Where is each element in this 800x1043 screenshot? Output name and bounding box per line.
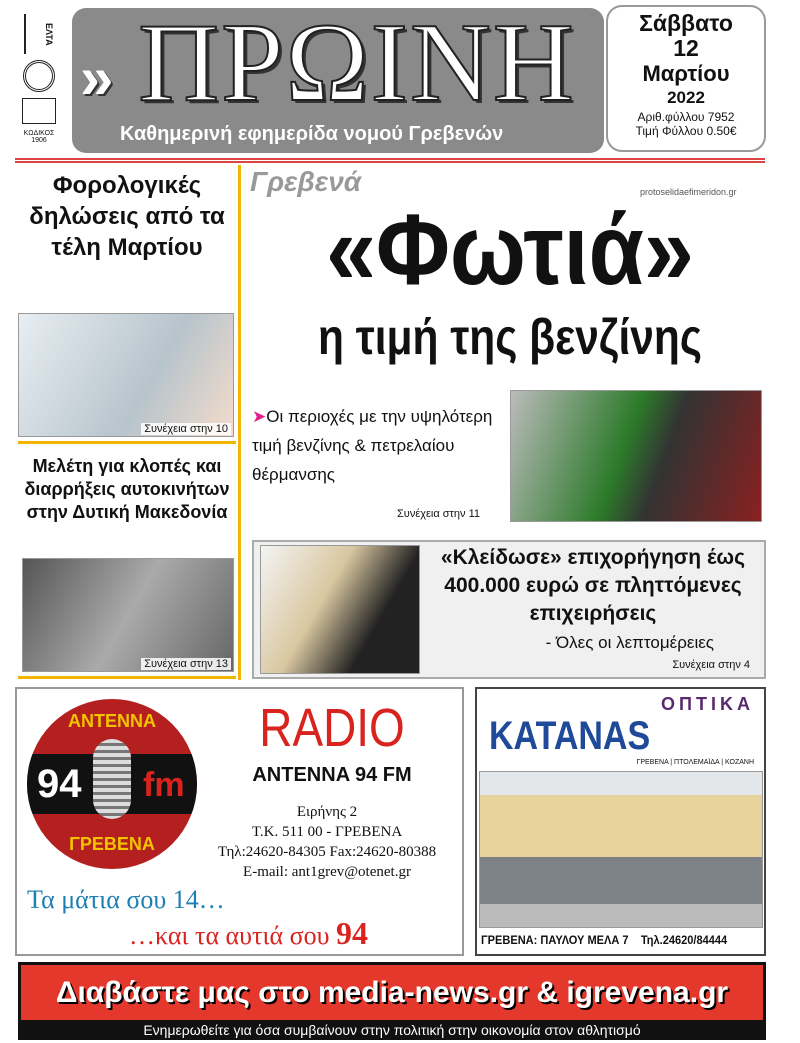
story2-continued[interactable]: Συνέχεια στην 13 — [141, 658, 231, 670]
banner-text[interactable]: Διαβάστε μας στο media-news.gr & igrevena.gr — [21, 965, 763, 1020]
date-box — [606, 5, 766, 152]
optics-address: ΓΡΕΒΕΝΑ: ΠΑΥΛΟΥ ΜΕΛΑ 7 Τηλ.24620/84444 — [481, 933, 728, 947]
main-bullet — [252, 402, 504, 489]
tax-photo — [18, 313, 234, 437]
code-label: ΚΩΔΙΚΟΣ — [23, 130, 55, 137]
address: Ειρήνης 2 — [296, 804, 358, 820]
radio-name: ANTENNA 94 FM — [252, 764, 412, 786]
story2-headline[interactable]: Μελέτη για κλοπές και διαρρήξεις αυτοκινήτων στην Δυτική Μακεδονία — [24, 456, 230, 522]
bottom-banner[interactable] — [18, 962, 766, 1040]
elta-logo-icon: ΕΛΤΑ — [24, 14, 54, 54]
story3-box — [252, 540, 766, 679]
logo-fm: fm — [143, 766, 185, 804]
logo-top-text: ΑΝΤΕΝΝΑ — [68, 711, 156, 731]
arrow-icon: » — [80, 44, 114, 111]
car-theft-photo — [22, 558, 234, 672]
column-divider — [238, 165, 241, 680]
shop-photo — [479, 771, 763, 928]
watermark: protoselidaefimeridon.gr — [640, 187, 737, 197]
main-continued[interactable]: Συνέχεια στην 11 — [397, 508, 480, 520]
arrow-bullet-icon: ➤ — [252, 407, 267, 426]
issue-number: Αριθ.φύλλου 7952 — [637, 110, 735, 124]
optics-ad[interactable] — [475, 687, 766, 956]
story3-continued[interactable]: Συνέχεια στην 4 — [672, 659, 750, 671]
logo-bottom-text: ΓΡΕΒΕΝΑ — [69, 834, 155, 854]
fuel-pump-photo — [510, 390, 762, 522]
bullet-text: Οι περιοχές με την υψηλότερη τιμή βενζίνης & πετρελαίου θέρμανσης — [252, 407, 493, 484]
main-subheadline[interactable]: η τιμή της βενζίνης — [318, 309, 702, 365]
main-headline[interactable]: «Φωτιά» — [325, 194, 694, 306]
price: Τιμή Φύλλου 0.50€ — [635, 124, 737, 138]
story3-headline[interactable]: «Κλείδωσε» επιχορήγηση έως 400.000 ευρώ σε πληττόμενες επιχειρήσεις — [440, 546, 746, 625]
banner-strip: Ενημερωθείτε για όσα συμβαίνουν στην πολιτική στην οικονομία στον αθλητισμό — [143, 1022, 641, 1038]
slogan-2-text: …και τα αυτιά σου — [129, 921, 337, 950]
radio-ad[interactable] — [15, 687, 464, 956]
story1-continued[interactable]: Συνέχεια στην 10 — [141, 423, 231, 435]
logo-number: 94 — [37, 762, 82, 806]
money-photo — [260, 545, 420, 674]
phone: Τηλ:24620-84305 Fax:24620-80388 — [217, 844, 437, 860]
kicker: Γρεβενά — [250, 166, 362, 197]
email[interactable]: E-mail: ant1grev@otenet.gr — [243, 864, 411, 880]
month: Μαρτίου — [642, 61, 730, 86]
optics-brand-top: ΟΠΤΙΚΑ — [661, 694, 754, 714]
postal-badges — [14, 14, 64, 144]
optics-brand: KATANAS — [489, 714, 651, 758]
newspaper-title: ΠΡΩΙΝΗ — [138, 1, 576, 125]
year: 2022 — [667, 88, 705, 107]
divider — [18, 441, 236, 444]
slogan-1: Τα μάτια σου 14… — [27, 885, 225, 914]
code-value: 1906 — [31, 137, 47, 144]
postal: Τ.Κ. 511 00 - ΓΡΕΒΕΝΑ — [251, 824, 403, 840]
newspaper-subtitle: Καθημερινή εφημερίδα νομού Γρεβενών — [120, 123, 504, 145]
masthead — [72, 1, 604, 153]
divider — [18, 676, 236, 679]
microphone-icon — [93, 739, 131, 819]
radio-contact — [187, 802, 467, 882]
story1-headline[interactable]: Φορολογικές δηλώσεις από τα τέλη Μαρτίου — [29, 172, 225, 261]
optics-cities: ΓΡΕΒΕΝΑ | ΠΤΟΛΕΜΑΪΔΑ | ΚΟΖΑΝΗ — [636, 759, 754, 766]
seal-icon — [23, 60, 55, 92]
story3-sub: - Όλες οι λεπτομέρειες — [545, 633, 714, 652]
date-num: 12 — [673, 35, 699, 61]
day: Σάββατο — [639, 10, 733, 36]
radio-title: RADIO — [259, 698, 405, 758]
divider — [15, 158, 765, 163]
slogan-2 — [129, 916, 368, 953]
stamp-icon — [22, 98, 56, 124]
slogan-2-number: 94 — [336, 915, 369, 951]
antenna-logo — [27, 699, 197, 869]
